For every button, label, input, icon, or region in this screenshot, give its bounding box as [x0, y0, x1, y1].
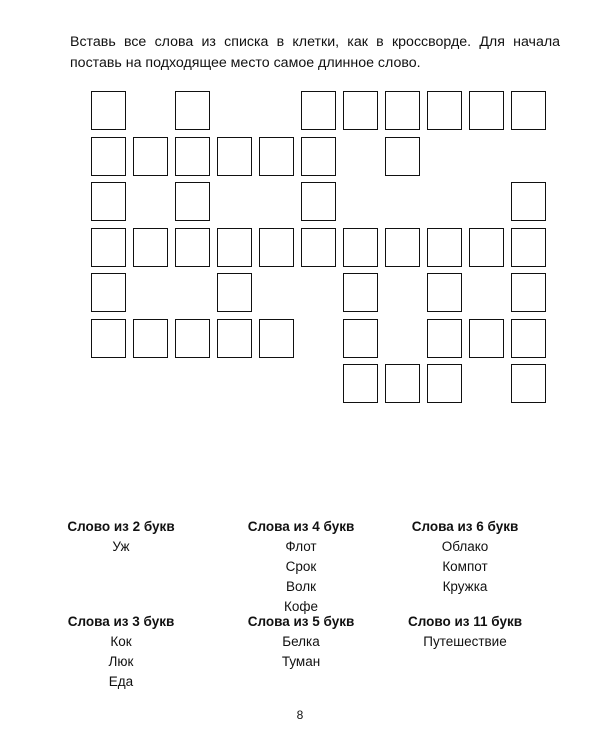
crossword-cell[interactable] [91, 319, 126, 358]
crossword-cell[interactable] [217, 137, 252, 176]
word-group-title: Слово из 2 букв [67, 519, 175, 534]
crossword-cell[interactable] [511, 91, 546, 130]
word-item: Уж [112, 539, 130, 554]
crossword-cell[interactable] [175, 137, 210, 176]
crossword-cell[interactable] [511, 182, 546, 221]
crossword-cell[interactable] [343, 91, 378, 130]
crossword-cell[interactable] [133, 319, 168, 358]
crossword-cell[interactable] [301, 137, 336, 176]
crossword-cell[interactable] [301, 228, 336, 267]
crossword-cell[interactable] [343, 273, 378, 312]
word-group-title: Слово из 11 букв [407, 614, 523, 629]
word-group-title: Слова из 5 букв [247, 614, 355, 629]
word-item: Путешествие [423, 634, 507, 649]
word-item: Волк [286, 579, 316, 594]
crossword-cell[interactable] [385, 137, 420, 176]
crossword-cell[interactable] [427, 228, 462, 267]
crossword-cell[interactable] [511, 228, 546, 267]
word-group-title: Слова из 3 букв [67, 614, 175, 629]
instruction-text: Вставь все слова из списка в клетки, как в кроссворде. Для начала поставь на подходящее место самое длинное слово. [70, 34, 560, 71]
crossword-cell[interactable] [343, 364, 378, 403]
crossword-cell[interactable] [427, 273, 462, 312]
crossword-cell[interactable] [385, 364, 420, 403]
crossword-cell[interactable] [217, 319, 252, 358]
word-item: Облако [441, 539, 489, 554]
word-group-4-letters [226, 517, 376, 617]
word-group-title: Слова из 4 букв [247, 519, 355, 534]
word-item: Кок [110, 634, 132, 649]
crossword-cell[interactable] [217, 273, 252, 312]
crossword-cell[interactable] [301, 182, 336, 221]
crossword-cell[interactable] [427, 91, 462, 130]
crossword-cell[interactable] [91, 182, 126, 221]
crossword-cell[interactable] [175, 182, 210, 221]
word-item: Флот [285, 539, 317, 554]
crossword-cell[interactable] [175, 319, 210, 358]
crossword-cell[interactable] [343, 228, 378, 267]
crossword-cell[interactable] [469, 228, 504, 267]
crossword-cell[interactable] [91, 137, 126, 176]
word-item: Белка [282, 634, 320, 649]
word-item: Туман [281, 654, 321, 669]
crossword-cell[interactable] [91, 91, 126, 130]
word-item: Люк [108, 654, 134, 669]
word-item: Компот [442, 559, 488, 574]
crossword-cell[interactable] [427, 319, 462, 358]
crossword-cell[interactable] [133, 228, 168, 267]
crossword-cell[interactable] [259, 319, 294, 358]
crossword-cell[interactable] [259, 137, 294, 176]
word-group-5-letters [226, 612, 376, 672]
crossword-cell[interactable] [301, 91, 336, 130]
crossword-cell[interactable] [91, 273, 126, 312]
crossword-cell[interactable] [175, 91, 210, 130]
crossword-cell[interactable] [259, 228, 294, 267]
crossword-cell[interactable] [469, 91, 504, 130]
word-group-2-letters [46, 517, 196, 557]
crossword-cell[interactable] [511, 364, 546, 403]
word-group-11-letters [390, 612, 540, 652]
word-group-title: Слова из 6 букв [411, 519, 519, 534]
word-item: Еда [108, 674, 134, 689]
page-number: 8 [296, 708, 304, 722]
word-group-6-letters [390, 517, 540, 597]
crossword-cell[interactable] [469, 319, 504, 358]
crossword-cell[interactable] [511, 319, 546, 358]
word-item: Кружка [442, 579, 488, 594]
word-item: Срок [285, 559, 317, 574]
crossword-cell[interactable] [511, 273, 546, 312]
crossword-cell[interactable] [175, 228, 210, 267]
crossword-cell[interactable] [217, 228, 252, 267]
crossword-cell[interactable] [91, 228, 126, 267]
crossword-cell[interactable] [385, 91, 420, 130]
word-group-3-letters [46, 612, 196, 692]
crossword-cell[interactable] [385, 228, 420, 267]
word-item: Кофе [284, 599, 318, 614]
crossword-cell[interactable] [133, 137, 168, 176]
crossword-cell[interactable] [343, 319, 378, 358]
crossword-cell[interactable] [427, 364, 462, 403]
